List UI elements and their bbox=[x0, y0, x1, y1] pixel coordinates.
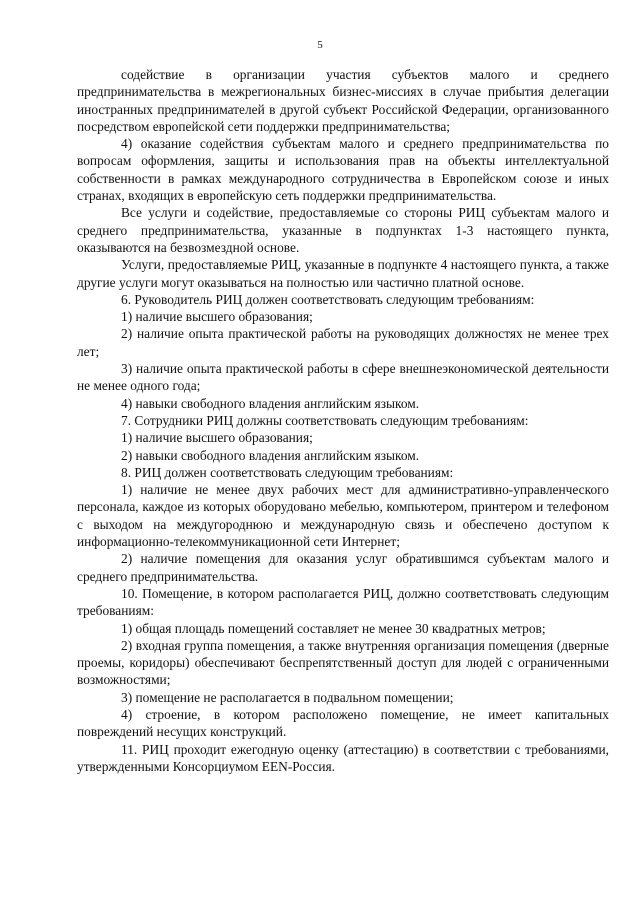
paragraph-business-missions: содействие в организации участия субъектов малого и среднего предпринимательства в межрегиональных бизнес-миссиях в случае прибытия делегации иностранных предпринимателей в другой субъект Российской Федерации, организованного посредством европейской сети поддержки предпринимательства; bbox=[77, 67, 609, 134]
list-item-head-foreign-trade-experience: 3) наличие опыта практической работы в сфере внешнеэкономической деятельности не менее одного года; bbox=[77, 361, 609, 394]
list-item-no-structural-damage: 4) строение, в котором расположено помещение, не имеет капитальных повреждений несущих конструкций. bbox=[77, 706, 609, 740]
paragraph-intellectual-property: 4) оказание содействия субъектам малого и среднего предпринимательства по вопросам оформления, защиты и использования прав на объекты интеллектуальной собственности в рамках международного сотрудничества в Европейском союзе и иных странах, входящих в европейскую сеть поддержки предпринимательства. bbox=[77, 136, 609, 204]
list-item-head-education: 1) наличие высшего образования; bbox=[121, 309, 313, 325]
page-number: 5 bbox=[317, 39, 323, 51]
paragraph-premises-requirements: 10. Помещение, в котором располагается РИЦ, должно соответствовать следующим требованиям: bbox=[77, 585, 609, 619]
list-item-service-premises: 2) наличие помещения для оказания услуг обратившимся субъектам малого и среднего предпринимательства. bbox=[77, 551, 609, 584]
list-item-staff-education: 1) наличие высшего образования; bbox=[121, 430, 313, 446]
paragraph-free-services: Все услуги и содействие, предоставляемые со стороны РИЦ субъектам малого и среднего предпринимательства, указанные в подпунктах 1-3 настоящего пункта, оказываются на безвозмездной основе. bbox=[77, 205, 609, 255]
paragraph-annual-assessment: 11. РИЦ проходит ежегодную оценку (аттестацию) в соответствии с требованиями, утвержденными Консорциумом EEN-Россия. bbox=[77, 741, 609, 774]
list-item-floor-area: 1) общая площадь помещений составляет не менее 30 квадратных метров; bbox=[121, 620, 546, 636]
list-item-accessibility: 2) входная группа помещения, а также внутренняя организация помещения (дверные проемы, коридоры) обеспечивают беспрепятственный доступ для людей с ограниченными возможностями; bbox=[77, 637, 609, 688]
paragraph-ric-requirements: 8. РИЦ должен соответствовать следующим требованиям: bbox=[121, 464, 454, 480]
list-item-workplaces: 1) наличие не менее двух рабочих мест для административно-управленческого персонала, каждое из которых оборудовано мебелью, компьютером, принтером и телефоном с выходом на междугороднюю и международную связь и обеспечено доступом к информационно-телекоммуникационной сети Интернет; bbox=[77, 482, 609, 550]
list-item-head-english: 4) навыки свободного владения английским языком. bbox=[121, 395, 420, 411]
list-item-not-basement: 3) помещение не располагается в подвальном помещении; bbox=[121, 689, 454, 705]
paragraph-staff-requirements: 7. Сотрудники РИЦ должны соответствовать следующим требованиям: bbox=[121, 412, 529, 428]
list-item-head-management-experience: 2) наличие опыта практической работы на руководящих должностях не менее трех лет; bbox=[77, 326, 609, 359]
document-body bbox=[77, 66, 609, 775]
paragraph-head-requirements: 6. Руководитель РИЦ должен соответствовать следующим требованиям: bbox=[121, 291, 535, 307]
paragraph-paid-services: Услуги, предоставляемые РИЦ, указанные в подпункте 4 настоящего пункта, а также другие услуги могут оказываться на полностью или частично платной основе. bbox=[77, 257, 609, 290]
list-item-staff-english: 2) навыки свободного владения английским языком. bbox=[121, 447, 420, 463]
